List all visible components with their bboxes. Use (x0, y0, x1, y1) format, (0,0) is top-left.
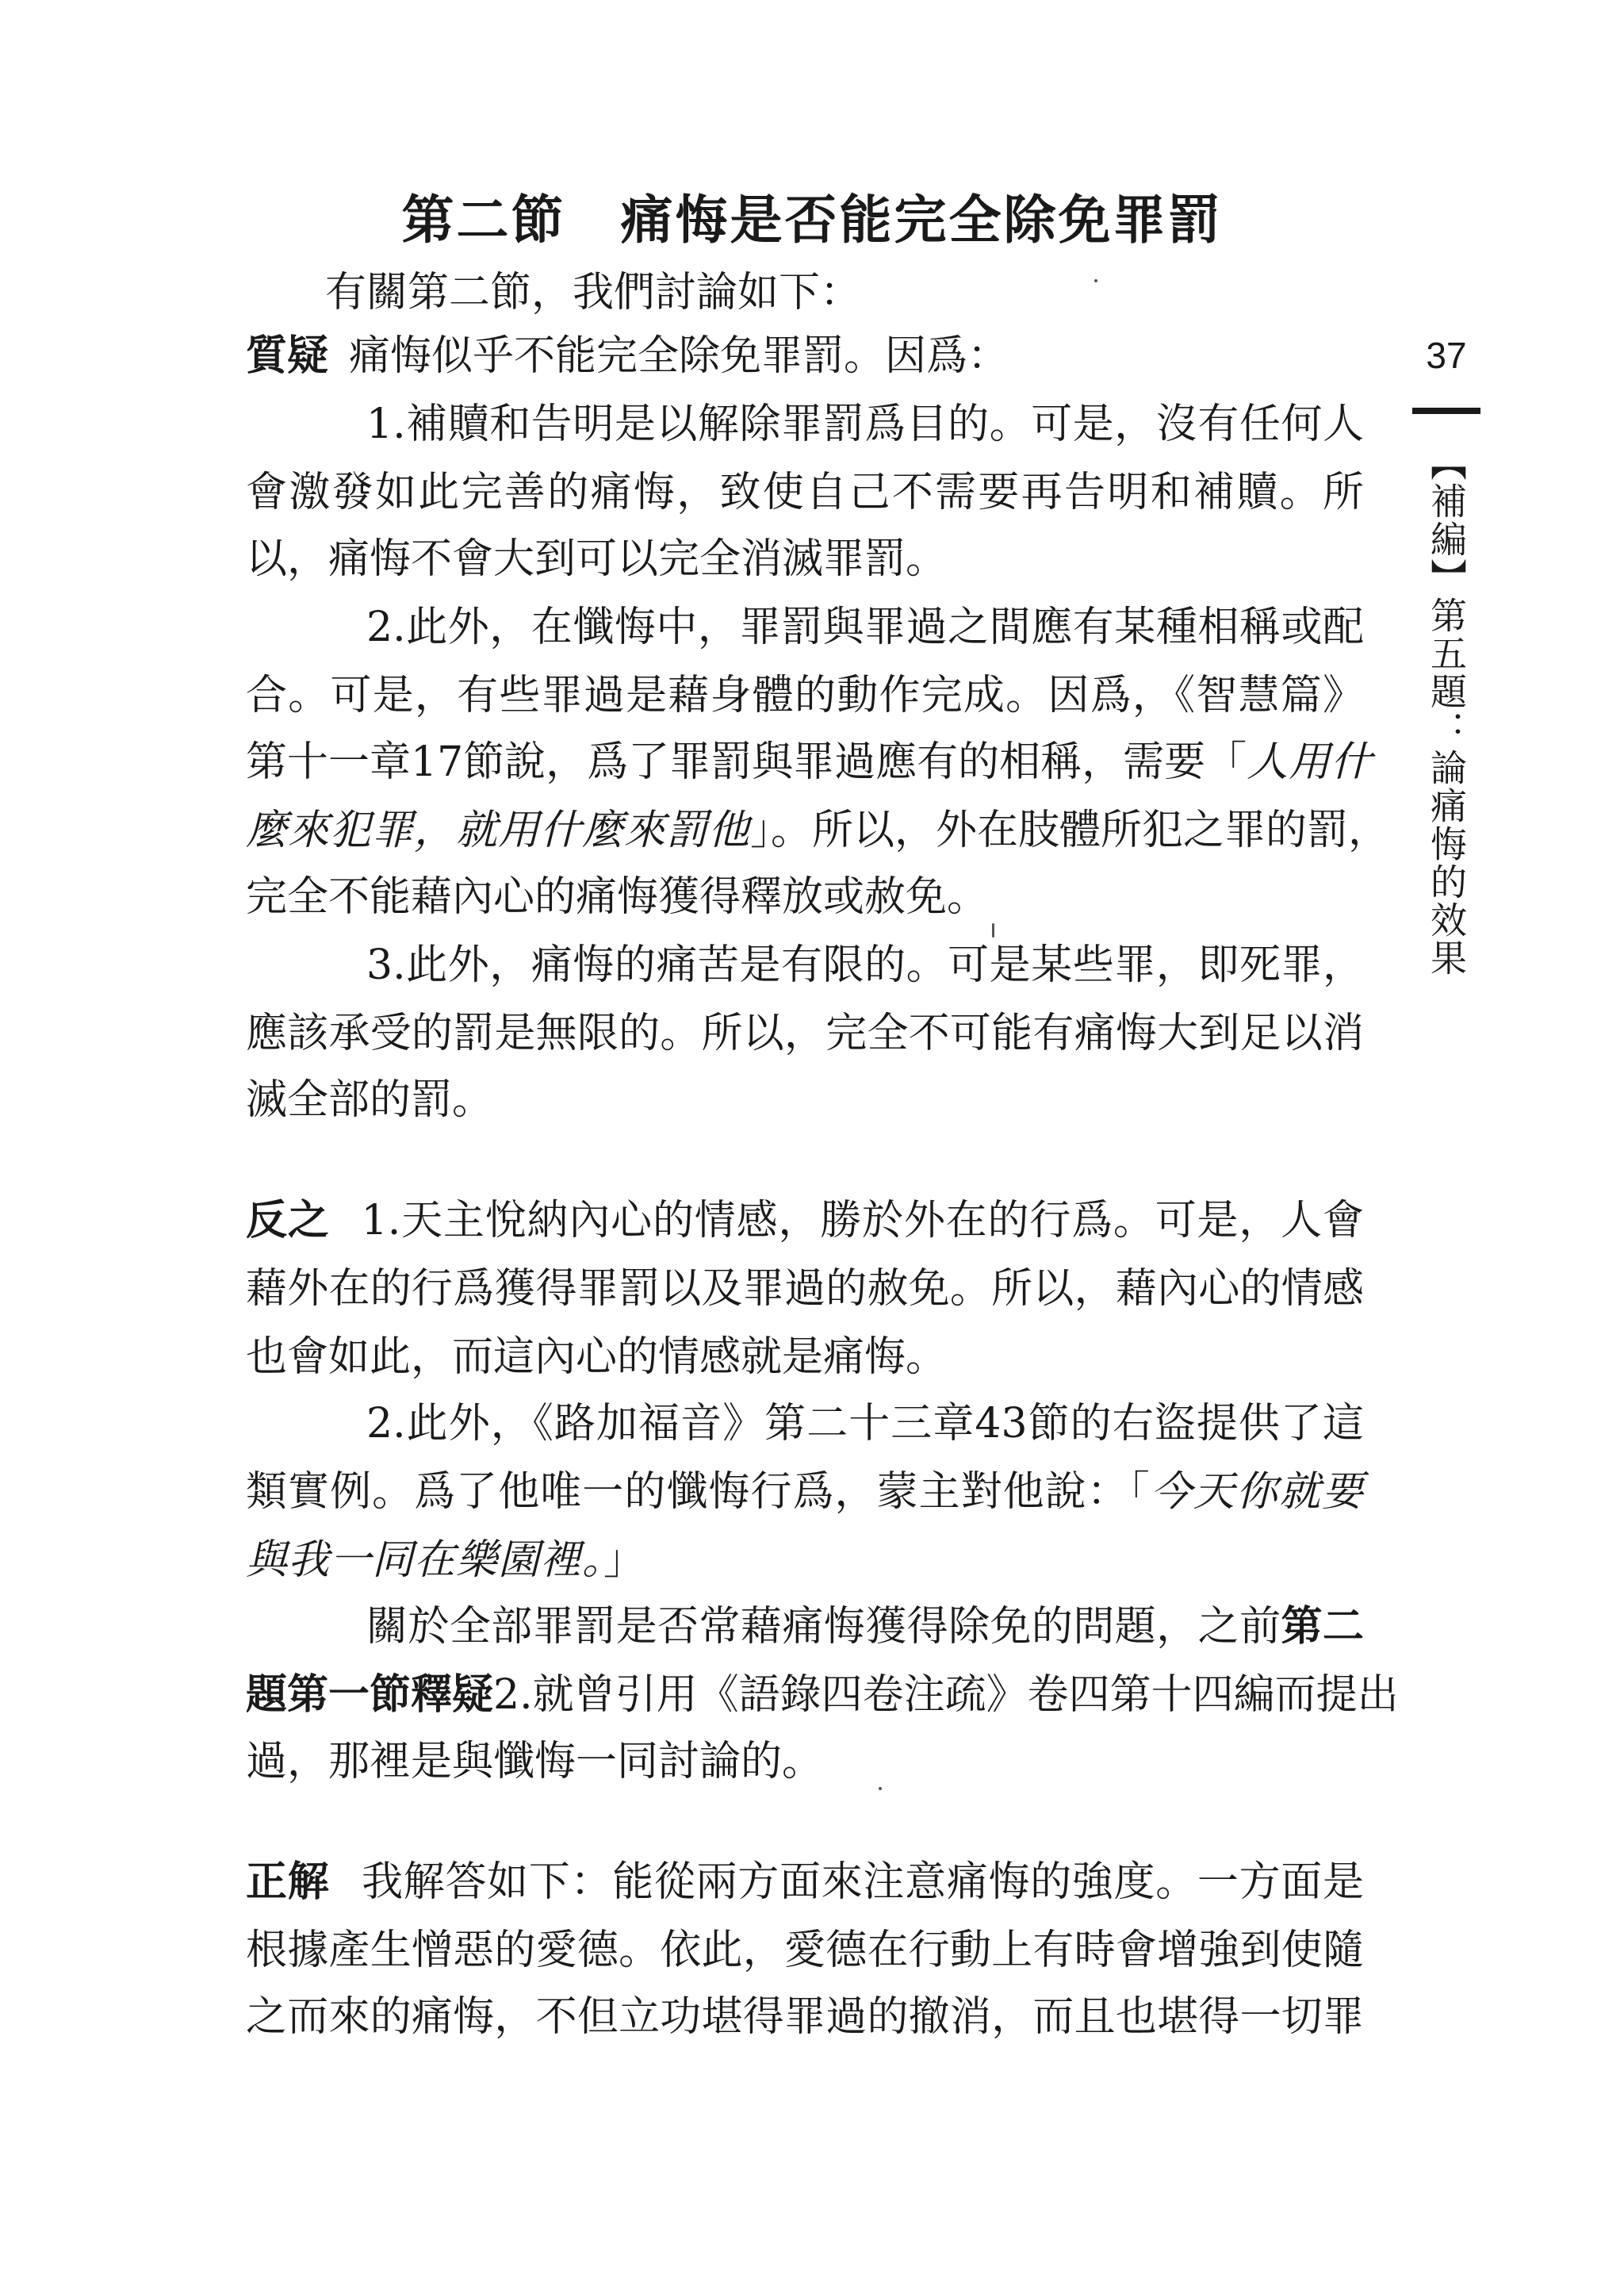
sed-contra2-line2 (246, 1467, 1364, 1517)
objection2-line2: 合。可是，有些罪過是藉身體的動作完成。因爲，《智慧篇》 (246, 672, 1364, 719)
wisdom-quote-part2: 麼來犯罪，就用什麼來罰他 (246, 807, 751, 854)
luke-quote-part2: 與我一同在樂園裡。 (246, 1536, 604, 1584)
answer-label: 正解 (246, 1858, 330, 1906)
luke-quote-close: 」 (603, 1536, 645, 1584)
objection-first-line (246, 332, 1364, 381)
scan-speck (1094, 279, 1097, 282)
cross-ref-bold-1: 第二 (1281, 1602, 1364, 1651)
objection1-line2: 會激發如此完善的痛悔，致使自己不需要再告明和補贖。所 (246, 469, 1364, 516)
objection1-line3: 以，痛悔不會大到可以完全消滅罪罰。 (246, 535, 948, 583)
objection2-line4-text: 」。所以，外在肢體所犯之罪的罰， (750, 807, 1390, 854)
running-head: 【補編】第五題：論痛悔的效果 (1425, 444, 1468, 977)
scan-speck (879, 1787, 882, 1790)
answer-line3: 之而來的痛悔，不但立功堪得罪過的撤消，而且也堪得一切罪 (246, 1993, 1364, 2041)
cross-ref-bold-2: 題第一節釋疑 (246, 1670, 494, 1719)
objection2-line3-text: 第十一章17節說，爲了罪罰與罪過應有的相稱，需要「 (246, 738, 1247, 786)
objection3-line3: 滅全部的罰。 (246, 1076, 494, 1124)
objection2-line3 (246, 738, 1373, 787)
objection1-line1: 1.補贖和告明是以解除罪罰爲目的。可是，沒有任何人 (366, 401, 1364, 448)
margin-rule (1412, 408, 1480, 414)
objection2-line1: 2.此外，在懺悔中，罪罰與罪過之間應有某種相稱或配 (366, 604, 1364, 651)
objection2-line4 (246, 806, 1390, 855)
section-title: 第二節 痛悔是否能完全除免罪罰 (401, 189, 1223, 251)
answer-line1-text: 我解答如下：能從兩方面來注意痛悔的強度。一方面是 (361, 1858, 1364, 1906)
sed-contra2-line3 (246, 1536, 1364, 1585)
intro-line: 有關第二節，我們討論如下： (325, 269, 862, 316)
sed-contra2-line1: 2.此外，《路加福音》第二十三章43節的右盜提供了這 (366, 1400, 1364, 1448)
objection3-line2: 應該承受的罰是無限的。所以，完全不可能有痛悔大到足以消 (246, 1010, 1364, 1057)
sed-contra-line2: 藉外在的行爲獲得罪罰以及罪過的赦免。所以，藉內心的情感 (246, 1265, 1364, 1313)
sed-contra2-line2-text: 類實例。爲了他唯一的懺悔行爲，蒙主對他說：「 (246, 1468, 1151, 1516)
answer-line2: 根據產生憎惡的愛德。依此，愛德在行動上有時會增強到使隨 (246, 1927, 1364, 1974)
page-number: 37 (1426, 335, 1467, 376)
sed-contra-first-line (246, 1196, 1364, 1245)
luke-quote-part1: 今天你就要 (1150, 1468, 1364, 1516)
sed-contra-line3: 也會如此，而這內心的情感就是痛悔。 (246, 1333, 948, 1381)
sed-contra3-line2-text: 2.就曾引用《語錄四卷注疏》卷四第十四編而提出 (493, 1671, 1399, 1719)
sed-contra3-line3: 過，那裡是與懺悔一同討論的。 (246, 1738, 824, 1785)
objection-label: 質疑 (246, 332, 329, 380)
objection2-line5: 完全不能藉內心的痛悔獲得釋放或赦免。 (246, 873, 989, 921)
scan-speck (992, 923, 994, 938)
objection-intro-text: 痛悔似乎不能完全除免罪罰。因爲： (349, 332, 1009, 380)
wisdom-quote-part1: 人用什 (1247, 738, 1373, 786)
sed-contra3-line2 (246, 1670, 1399, 1720)
sed-contra-label: 反之 (246, 1196, 330, 1244)
answer-first-line (246, 1858, 1364, 1907)
sed-contra3-line1 (366, 1602, 1364, 1651)
sed-contra-line1-text: 1.天主悅納內心的情感，勝於外在的行爲。可是，人會 (361, 1197, 1364, 1244)
objection3-line1: 3.此外，痛悔的痛苦是有限的。可是某些罪，即死罪， (366, 941, 1364, 989)
sed-contra3-line1-text: 關於全部罪罰是否常藉痛悔獲得除免的問題，之前 (366, 1603, 1281, 1651)
